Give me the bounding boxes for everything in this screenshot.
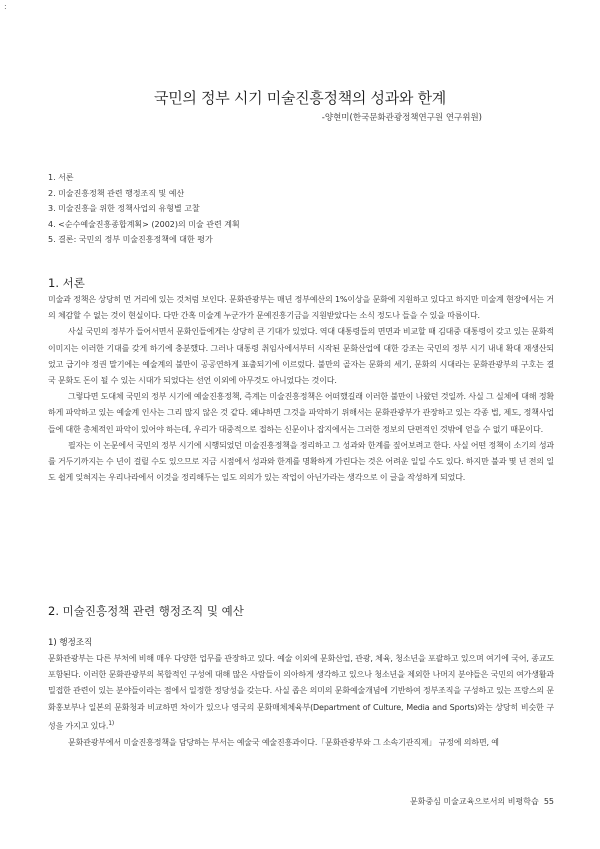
section-body-introduction — [48, 292, 554, 486]
paragraph-text: 문화관광부는 다른 부처에 비해 매우 다양한 업무를 관장하고 있다. 예술 이외에 문화산업, 관광, 체육, 청소년을 포괄하고 있으며 여기에 국어, 종교도 포함된다. 이러한 문화관광부의 복합적인 구성에 대해 많은 사람들이 의아하게 생각하고 있으나 청소년을 제외한 나머지 분야들은 국민의 여가생활과 밀접한 관련이 있는 분야들이라는 점에서 일정한 정당성을 갖는다. 사실 좁은 의미의 문화예술개념에 기반하여 정부조직을 구성하고 있는 프랑스의 문화홍보부나 일본의 문화청과 비교하면 차이가 있으나 영국의 문화매체체육부(Department of Culture, Media and Sports)와는 상당히 비슷한 구성을 가지고 있다. — [48, 654, 554, 731]
section-body-administration — [48, 651, 554, 751]
section-heading-introduction: 1. 서론 — [48, 276, 85, 290]
paper-title: 국민의 정부 시기 미술진흥정책의 성과와 한계 — [154, 89, 446, 107]
paragraph — [48, 651, 554, 735]
toc-item: 3. 미술진흥을 위한 정책사업의 유형별 고찰 — [48, 204, 200, 213]
table-of-contents — [48, 170, 240, 248]
subsection-heading-organization: 1) 행정조직 — [48, 638, 93, 648]
author-line: -양현미(한국문화관광정책연구원 연구위원) — [321, 113, 482, 123]
footer-text: 문화중심 미술교육으로서의 비평학습 — [409, 797, 539, 806]
footnote-marker: 1) — [108, 719, 115, 727]
paragraph: 미술과 정책은 상당히 먼 거리에 있는 것처럼 보인다. 문화관광부는 매년 정부예산의 1%이상을 문화에 지원하고 있다고 하지만 미술계 현장에서는 거의 체감할 수 없는 것이 현실이다. 다만 간혹 미술계 누군가가 문예진흥기금을 지원받았다는 소식 정도나 들을 수 있을 따름이다. — [48, 295, 554, 321]
toc-item: 2. 미술진흥정책 관련 행정조직 및 예산 — [48, 188, 185, 198]
toc-item: 5. 결론: 국민의 정부 미술진흥정책에 대한 평가 — [48, 235, 213, 244]
paragraph: 필자는 이 논문에서 국민의 정부 시기에 시행되었던 미술진흥정책을 정리하고 그 성과와 한계를 짚어보려고 한다. 사실 어떤 정책이 소기의 성과를 거두기까지는 수 년이 걸릴 수도 있으므로 지금 시점에서 성과와 한계를 명확하게 가린다는 것은 어려운 일일 수도 있다. 하지만 불과 몇 년 전의 일도 쉽게 잊혀지는 우리나라에서 이것을 정리해두는 일도 의의가 있는 작업이 아닌가라는 생각으로 이 글을 작성하게 되었다. — [48, 440, 554, 483]
paragraph: 사실 국민의 정부가 들어서면서 문화인들에게는 상당히 큰 기대가 있었다. 역대 대통령들의 면면과 비교할 때 김대중 대통령이 갖고 있는 문화적 이미지는 이러한 기대를 갖게 하기에 충분했다. 그러나 대통령 취임사에서부터 시작된 문화산업에 대한 강조는 국민의 정부 시기 내내 확대 재생산되었고 급기야 정권 말기에는 예술계의 불만이 공공연하게 표출되기에 이르렀다. 불만의 골자는 문화의 세기, 문화의 시대라는 문화관광부의 구호는 결국 문화도 돈이 될 수 있는 시대가 되었다는 선언 이외에 아무것도 아니었다는 것이다. — [48, 327, 554, 386]
paragraph: 문화관광부에서 미술진흥정책을 담당하는 부서는 예술국 예술진흥과이다.「문화관광부와 그 소속기관직제」 규정에 의하면, 예 — [68, 737, 499, 747]
paragraph: 그렇다면 도대체 국민의 정부 시기에 예술진흥정책, 즉계는 미술진흥정책은 어떠했길래 이러한 불만이 나왔던 것일까. 사실 그 실체에 대해 정확하게 파악하고 있는 예술계 인사는 그리 많지 않은 것 같다. 왜냐하면 그것을 파악하기 위해서는 문화관광부가 관장하고 있는 각종 법, 제도, 정책사업들에 대한 총체적인 파악이 있어야 하는데, 우리가 대중적으로 접하는 신문이나 잡지에서는 그러한 정보의 단편적인 것밖에 얻을 수 없기 때문이다. — [48, 392, 554, 434]
toc-item: 1. 서론 — [48, 173, 74, 182]
page-number: 55 — [543, 797, 554, 806]
toc-item: 4. <순수예술진흥종합계획> (2002)의 미술 관련 계획 — [48, 219, 240, 229]
section-heading-administration: 2. 미술진흥정책 관련 행정조직 및 예산 — [48, 604, 244, 618]
corner-mark: : — [4, 2, 7, 11]
page-footer — [410, 796, 554, 807]
